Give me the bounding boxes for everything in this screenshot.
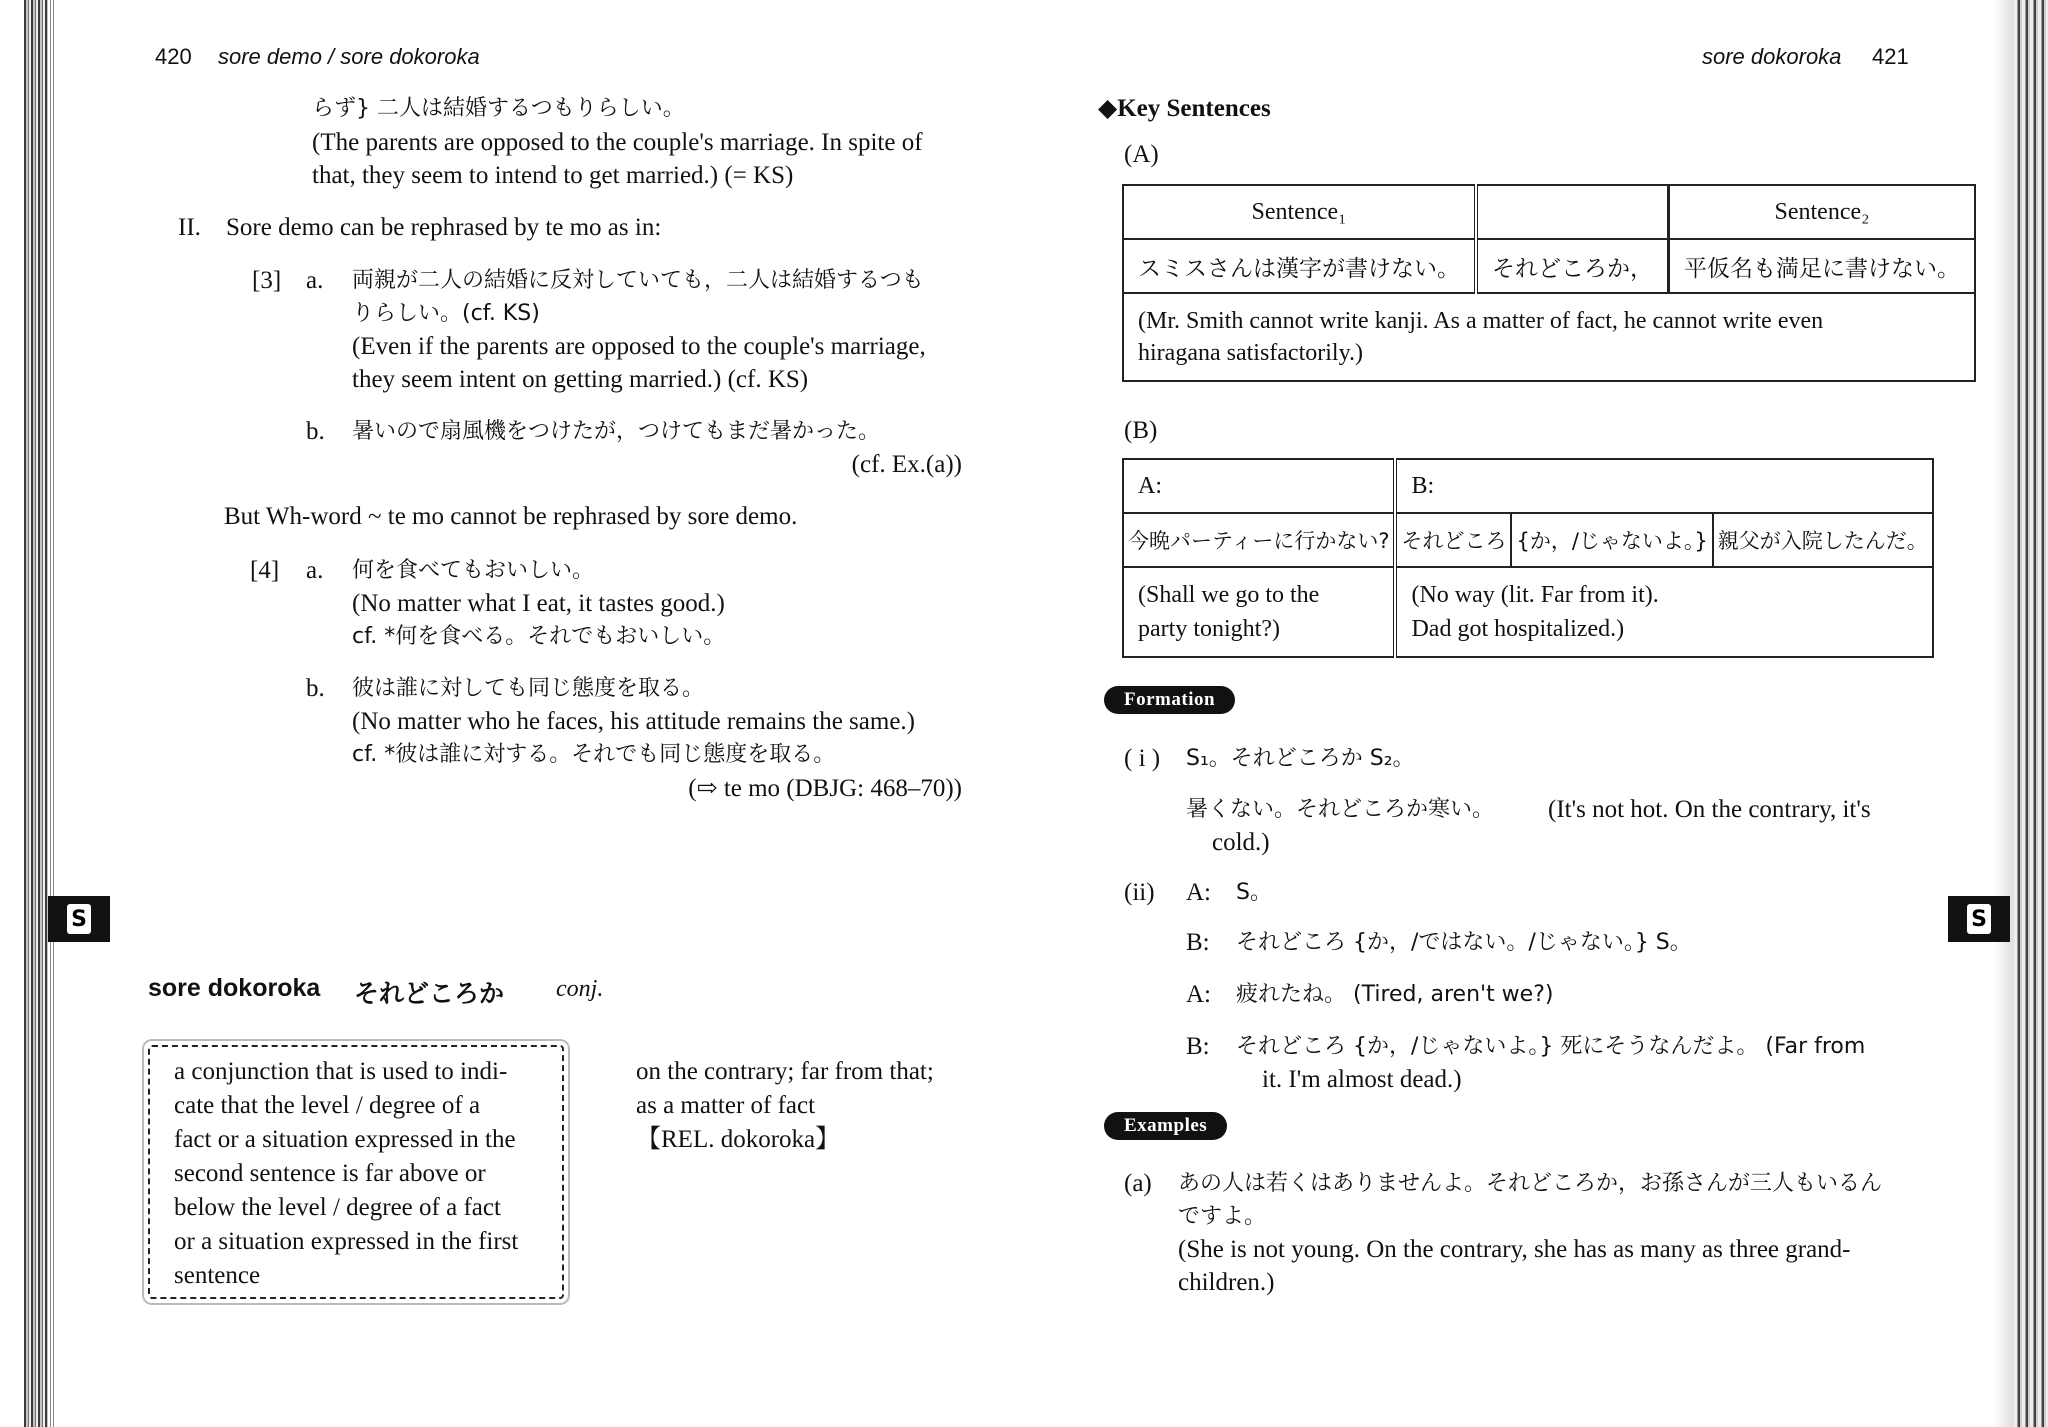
key-sentences-table-B <box>1122 458 1934 658</box>
definition-line-1: a conjunction that is used to indi- <box>174 1058 508 1085</box>
gloss-line-2: as a matter of fact <box>636 1092 816 1119</box>
example-3b-label: b. <box>306 418 325 445</box>
left-binding-edge <box>24 0 48 1427</box>
tableA-translation-line-1: (Mr. Smith cannot write kanji. As a matter of fact, he cannot write even <box>1138 308 1824 334</box>
example-4b-label: b. <box>306 675 325 702</box>
example-4b-japanese: 彼は誰に対しても同じ態度を取る。 <box>352 676 705 701</box>
formation-ii-speaker-2: B: <box>1186 929 1210 956</box>
formation-label: Formation <box>1104 686 1235 714</box>
example-3b-reference: (cf. Ex.(a)) <box>851 451 962 478</box>
formation-ii-speaker-3: A: <box>1186 981 1211 1008</box>
example-3a-japanese-2: りらしい。(cf. KS) <box>352 301 540 326</box>
example-4b-translation: (No matter who he faces, his attitude remains the same.) <box>352 708 916 735</box>
tableB-translation-B-line-2: Dad got hospitalized.) <box>1411 616 1625 642</box>
tableB-translation-A-line-2: party tonight?) <box>1138 616 1280 642</box>
tableA-cell-sentence1: スミスさんは漢字が書けない。 <box>1123 239 1476 293</box>
tableB-translation-A-line-1: (Shall we go to the <box>1138 582 1320 608</box>
tableB-cell-B-part2: {か，/じゃないよ。} <box>1511 513 1712 567</box>
formation-ii-text-3: 疲れたね。 (Tired, aren't we?) <box>1236 982 1554 1007</box>
formation-ii-speaker-4: B: <box>1186 1033 1210 1060</box>
example-4b-reference: (⇨ te mo (DBJG: 468–70)) <box>688 775 962 802</box>
key-sentences-heading: ◆Key Sentences <box>1098 95 1271 122</box>
definition-line-5: below the level / degree of a fact <box>174 1194 501 1221</box>
entry-kana: それどころか <box>354 979 505 1008</box>
example-3b-japanese: 暑いので扇風機をつけたが，つけてもまだ暑かった。 <box>352 419 881 444</box>
formation-ii-last-line: it. I'm almost dead.) <box>1262 1066 1462 1093</box>
example-4a-label: a. <box>306 557 324 584</box>
entry-part-of-speech: conj. <box>556 976 604 1002</box>
right-binding-edge <box>2014 0 2048 1427</box>
example-3-number: [3] <box>252 267 282 294</box>
tableB-cell-B-part3: 親父が入院したんだ。 <box>1713 513 1933 567</box>
carryover-translation-2: that, they seem to intend to get married.) (= KS) <box>312 162 794 189</box>
left-page-number: 420 <box>155 44 192 69</box>
left-running-head: sore demo / sore dokoroka <box>218 44 480 69</box>
example-a-japanese-1: あの人は若くはありませんよ。それどころか，お孫さんが三人もいるん <box>1178 1171 1883 1196</box>
right-page-number: 421 <box>1872 44 1909 69</box>
tableA-header-sentence2: Sentence₂ <box>1669 185 1976 239</box>
formation-ii-text-4: それどころ {か，/じゃないよ。} 死にそうなんだよ。 (Far from <box>1236 1034 1866 1059</box>
tableA-translation <box>1123 293 1975 381</box>
section-II-text: Sore demo can be rephrased by te mo as in: <box>226 214 662 241</box>
right-running-head: sore dokoroka <box>1702 44 1842 69</box>
example-3a-translation-2: they seem intent on getting married.) (cf. KS) <box>352 366 809 393</box>
gloss-line-3: 【REL. dokoroka】 <box>636 1126 841 1153</box>
section-II-number: II. <box>178 214 201 241</box>
example-4a-japanese: 何を食べてもおいしい。 <box>352 558 595 583</box>
tableB-translation-A <box>1123 567 1395 657</box>
key-sentences-table-A <box>1122 184 1976 382</box>
left-thumb-index-tab <box>48 896 110 942</box>
key-sentences-B-label: (B) <box>1124 417 1158 444</box>
formation-i-label: ( i ) <box>1124 745 1161 772</box>
example-3a-translation-1: (Even if the parents are opposed to the couple's marriage, <box>352 333 926 360</box>
formation-ii-text-1: S。 <box>1236 880 1272 905</box>
examples-label: Examples <box>1104 1112 1227 1140</box>
carryover-translation-1: (The parents are opposed to the couple's marriage. In spite of <box>312 129 923 156</box>
example-4a-cf: cf. *何を食べる。それでもおいしい。 <box>352 624 726 649</box>
definition-line-7: sentence <box>174 1262 261 1289</box>
example-4-number: [4] <box>250 557 280 584</box>
example-3a-label: a. <box>306 267 324 294</box>
formation-i-example: 暑くない。それどころか寒い。 <box>1186 797 1495 822</box>
example-3a-japanese-1: 両親が二人の結婚に反対していても，二人は結婚するつも <box>352 268 924 293</box>
tab-letter: S <box>1967 904 1991 934</box>
definition-line-3: fact or a situation expressed in the <box>174 1126 516 1153</box>
definition-line-4: second sentence is far above or <box>174 1160 486 1187</box>
tableA-cell-sentence2: 平仮名も満足に書けない。 <box>1669 239 1976 293</box>
tableB-translation-B <box>1395 567 1932 657</box>
tableB-translation-B-line-1: (No way (lit. Far from it). <box>1411 582 1659 608</box>
example-a-japanese-2: ですよ。 <box>1178 1204 1267 1229</box>
tableA-cell-connector: それどころか， <box>1476 239 1669 293</box>
tableA-translation-line-2: hiragana satisfactorily.) <box>1138 340 1364 366</box>
formation-i-translation-2: cold.) <box>1212 829 1270 856</box>
tableB-header-B: B: <box>1395 459 1932 513</box>
example-4b-cf: cf. *彼は誰に対する。それでも同じ態度を取る。 <box>352 742 836 767</box>
tableB-cell-A: 今晩パーティーに行かない? <box>1123 513 1395 567</box>
tableA-header-sentence1: Sentence₁ <box>1123 185 1476 239</box>
left-binding-edge-lines <box>50 0 56 1427</box>
definition-line-2: cate that the level / degree of a <box>174 1092 481 1119</box>
carryover-japanese: らず} 二人は結婚するつもりらしい。 <box>312 96 685 121</box>
key-sentences-A-label: (A) <box>1124 141 1159 168</box>
example-a-label: (a) <box>1124 1170 1152 1197</box>
formation-ii-speaker-1: A: <box>1186 879 1211 906</box>
whword-note: But Wh-word ~ te mo cannot be rephrased by sore demo. <box>224 503 798 530</box>
example-4a-translation: (No matter what I eat, it tastes good.) <box>352 590 725 617</box>
formation-i-pattern: S₁。それどころか S₂。 <box>1186 746 1415 771</box>
formation-i-translation-1: (It's not hot. On the contrary, it's <box>1548 796 1871 823</box>
tableB-cell-B-part1: それどころ <box>1395 513 1511 567</box>
tab-letter: S <box>67 904 91 934</box>
definition-line-6: or a situation expressed in the first <box>174 1228 519 1255</box>
formation-ii-label: (ii) <box>1124 879 1155 906</box>
example-a-translation-1: (She is not young. On the contrary, she has as many as three grand- <box>1178 1236 1851 1263</box>
entry-title: sore dokoroka <box>148 974 321 1002</box>
right-thumb-index-tab <box>1948 896 2010 942</box>
tableB-header-A: A: <box>1123 459 1395 513</box>
formation-ii-text-2: それどころ {か，/ではない。/じゃない。} S。 <box>1236 930 1692 955</box>
example-a-translation-2: children.) <box>1178 1269 1275 1296</box>
tableA-header-connector <box>1476 185 1669 239</box>
gloss-line-1: on the contrary; far from that; <box>636 1058 934 1085</box>
right-page-shadow <box>1994 0 2014 1427</box>
